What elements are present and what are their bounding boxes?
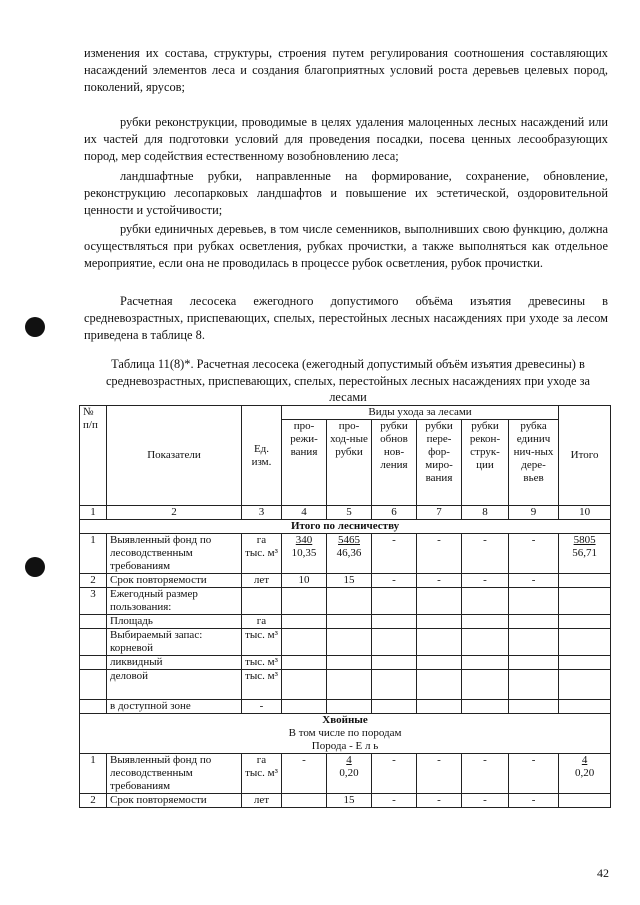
table-row [80, 629, 611, 656]
unit-cell: тыс. м³ [242, 670, 282, 700]
row-num: 2 [80, 794, 107, 808]
row-label: Ежегодный размер пользования: [107, 588, 242, 615]
total-volume: 56,71 [572, 547, 597, 559]
header-type: про-режи-вания [282, 420, 327, 506]
page-number: 42 [597, 866, 609, 880]
row-label: Срок повторяемости [107, 574, 242, 588]
paragraph-2: рубки реконструкции, проводимые в целях удаления малоценных лесных насаждений или их частей для подготовки условий для проведения посадки, посева ценных лесообразующих пород, мер содействия естественному возобновлению леса; [84, 115, 608, 164]
total-area: 5805 [573, 534, 596, 546]
header-care-types: Виды ухода за лесами [282, 406, 559, 420]
value-cell: - [417, 754, 462, 794]
col-number: 4 [282, 506, 327, 520]
unit-cell: га [242, 615, 282, 629]
col-number: 5 [327, 506, 372, 520]
row-label: Выбираемый запас: корневой [107, 629, 242, 656]
col-number: 3 [242, 506, 282, 520]
col-number: 1 [80, 506, 107, 520]
header-total: Итого [559, 406, 611, 506]
row-label: Выявленный фонд по лесоводственным требованиям [107, 754, 242, 794]
table-row [80, 588, 611, 615]
value-cell: 15 [327, 574, 372, 588]
allowable-cut-table [79, 405, 611, 808]
value-cell: - [417, 794, 462, 808]
value-cell: - [372, 534, 417, 574]
header-type: про-ход-ные рубки [327, 420, 372, 506]
value-cell: - [417, 574, 462, 588]
col-number: 7 [417, 506, 462, 520]
column-numbers-row [80, 506, 611, 520]
value-volume: 10,35 [291, 547, 317, 559]
row-label: Выявленный фонд по лесоводственным требованиям [107, 534, 242, 574]
table-row [80, 615, 611, 629]
paragraph-5: Расчетная лесосека ежегодного допустимого объёма изъятия древесины в средневозрастных, приспевающих, спелых, перестойных лесных насаждениях при уходе за лесом приведена в таблице 8. [84, 294, 608, 343]
header-type: рубка единич нич-ных дере-вьев [509, 420, 559, 506]
row-label: Площадь [107, 615, 242, 629]
section-forestry-total: Итого по лесничеству [80, 520, 611, 534]
value-cell: - [462, 574, 509, 588]
value-cell: - [282, 754, 327, 794]
value-cell: - [462, 794, 509, 808]
value-area: 340 [295, 534, 313, 546]
unit-cell: тыс. м³ [242, 656, 282, 670]
unit-cell: тыс. м³ [245, 547, 278, 559]
value-volume: 46,36 [336, 547, 362, 559]
unit-cell: га [256, 754, 267, 766]
paragraph-1: изменения их состава, структуры, строения путем регулирования соотношения составляющих насаждений элементов леса и создания благоприятных условий роста деревьев целевых пород, поколений, ярусов; [84, 46, 608, 95]
table-caption: Таблица 11(8)*. Расчетная лесосека (ежегодный допустимый объём изъятия древесины) в средневозрастных, приспевающих, спелых, перестойных лесных насаждениях при уходе за лесами [105, 357, 591, 404]
col-number: 9 [509, 506, 559, 520]
header-unit: Ед. изм. [242, 406, 282, 506]
unit-cell: - [242, 700, 282, 714]
value-area: 4 [346, 754, 352, 766]
col-number: 10 [559, 506, 611, 520]
value-cell: - [509, 754, 559, 794]
value-cell: - [462, 754, 509, 794]
row-label: Срок повторяемости [107, 794, 242, 808]
value-cell: 10 [282, 574, 327, 588]
table-row [80, 794, 611, 808]
section-spruce: Порода - Е л ь [311, 740, 379, 752]
row-num: 1 [80, 534, 107, 574]
table-row [80, 534, 611, 574]
header-num: № п/п [80, 406, 107, 506]
table-row [80, 700, 611, 714]
header-type: рубки пере-фор-миро-вания [417, 420, 462, 506]
row-label: ликвидный [107, 656, 242, 670]
unit-cell: лет [242, 794, 282, 808]
paragraph-3: ландшафтные рубки, направленные на формирование, сохранение, обновление, реконструкцию лесопарковых ландшафтов и повышение их эстетической, оздоровительной ценности и устойчивости; [84, 169, 608, 218]
value-cell: - [372, 794, 417, 808]
row-label: в доступной зоне [107, 700, 242, 714]
total-area: 4 [581, 754, 588, 766]
paragraph-4: рубки единичных деревьев, в том числе семенников, выполнивших свою функцию, должна осуществляться при рубках осветления, рубках прочистки, а также выполняться как отдельное мероприятие, если она не проводилась в процессе рубок осветления, рубок прочистки. [84, 222, 608, 271]
value-cell: - [462, 534, 509, 574]
value-area: 5465 [338, 534, 360, 546]
row-num: 1 [80, 754, 107, 794]
header-type: рубки рекон-струк-ции [462, 420, 509, 506]
row-num: 2 [80, 574, 107, 588]
unit-cell: га [256, 534, 267, 546]
header-indicators: Показатели [107, 406, 242, 506]
section-by-species: В том числе по породам [288, 727, 402, 739]
row-label: деловой [107, 670, 242, 700]
table-row [80, 656, 611, 670]
value-cell: - [372, 574, 417, 588]
value-cell: - [509, 574, 559, 588]
header-type: рубки обнов нов-ления [372, 420, 417, 506]
table-row [80, 670, 611, 700]
unit-cell: тыс. м³ [245, 767, 278, 779]
value-cell: 15 [327, 794, 372, 808]
punch-hole-mark [25, 557, 45, 577]
col-number: 8 [462, 506, 509, 520]
table-row [80, 574, 611, 588]
value-cell: - [509, 794, 559, 808]
col-number: 6 [372, 506, 417, 520]
value-cell: - [372, 754, 417, 794]
row-num: 3 [80, 588, 107, 615]
unit-cell: тыс. м³ [242, 629, 282, 656]
unit-cell: лет [242, 574, 282, 588]
value-cell: - [417, 534, 462, 574]
section-conifers: Хвойные [322, 714, 368, 726]
table-row [80, 754, 611, 794]
value-cell: - [509, 534, 559, 574]
total-volume: 0,20 [574, 767, 595, 779]
value-volume: 0,20 [339, 767, 359, 779]
col-number: 2 [107, 506, 242, 520]
punch-hole-mark [25, 317, 45, 337]
